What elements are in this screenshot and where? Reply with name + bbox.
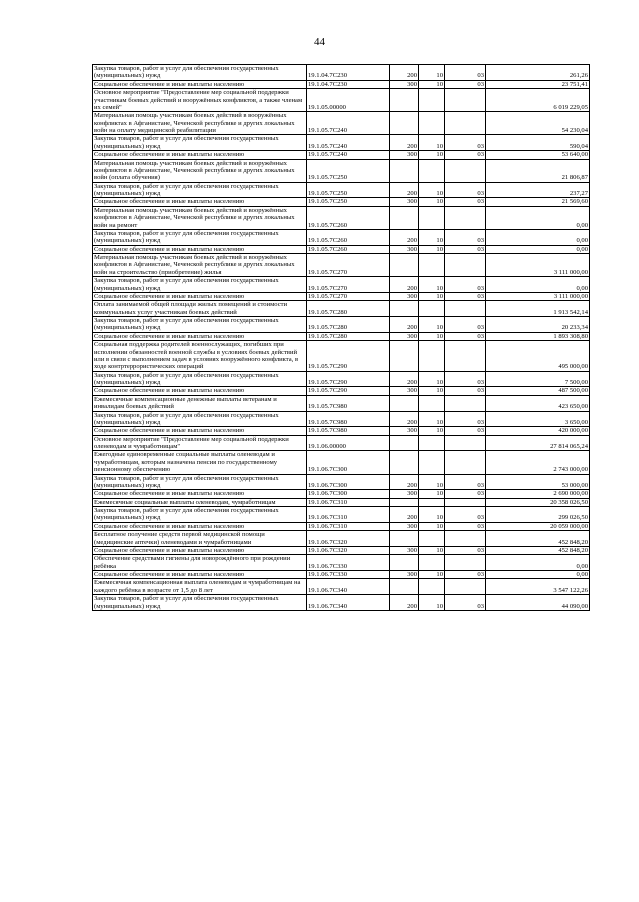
table-row bbox=[93, 427, 590, 435]
target-article-code-cell: 19.1.05.7С240 bbox=[307, 135, 390, 151]
table-row bbox=[93, 182, 590, 198]
subsection-code-cell: 03 bbox=[445, 292, 486, 300]
target-article-code-cell: 19.1.04.7С230 bbox=[307, 80, 390, 88]
section-code-cell: 10 bbox=[419, 245, 445, 253]
subsection-code-cell: 03 bbox=[445, 427, 486, 435]
target-article-code-cell: 19.1.05.7С280 bbox=[307, 332, 390, 340]
target-article-code-cell: 19.1.05.7С250 bbox=[307, 159, 390, 182]
subsection-code-cell bbox=[445, 531, 486, 547]
target-article-code-cell: 19.1.05.7С290 bbox=[307, 371, 390, 387]
table-row bbox=[93, 371, 590, 387]
section-code-cell: 10 bbox=[419, 182, 445, 198]
table-row bbox=[93, 555, 590, 571]
table-row bbox=[93, 341, 590, 372]
expense-type-code-cell: 200 bbox=[390, 317, 419, 333]
amount-cell: 0,00 bbox=[486, 555, 590, 571]
amount-cell: 20 059 000,00 bbox=[486, 522, 590, 530]
section-code-cell: 10 bbox=[419, 229, 445, 245]
row-name-cell: Социальное обеспечение и иные выплаты населению bbox=[93, 490, 307, 498]
subsection-code-cell: 03 bbox=[445, 490, 486, 498]
row-name-cell: Закупка товаров, работ и услуг для обеспечения государственных (муниципальных) нужд bbox=[93, 474, 307, 490]
subsection-code-cell: 03 bbox=[445, 522, 486, 530]
amount-cell: 0,00 bbox=[486, 277, 590, 293]
amount-cell: 1 893 308,80 bbox=[486, 332, 590, 340]
row-name-cell: Социальное обеспечение и иные выплаты населению bbox=[93, 245, 307, 253]
expense-type-code-cell bbox=[390, 89, 419, 112]
amount-cell: 3 111 000,00 bbox=[486, 292, 590, 300]
amount-cell: 53 000,00 bbox=[486, 474, 590, 490]
subsection-code-cell bbox=[445, 112, 486, 135]
section-code-cell bbox=[419, 531, 445, 547]
subsection-code-cell bbox=[445, 206, 486, 229]
section-code-cell: 10 bbox=[419, 571, 445, 579]
amount-cell: 299 026,50 bbox=[486, 507, 590, 523]
subsection-code-cell: 03 bbox=[445, 277, 486, 293]
section-code-cell bbox=[419, 498, 445, 506]
table-row bbox=[93, 490, 590, 498]
section-code-cell: 10 bbox=[419, 80, 445, 88]
subsection-code-cell: 03 bbox=[445, 80, 486, 88]
budget-table bbox=[92, 64, 590, 611]
table-row bbox=[93, 387, 590, 395]
row-name-cell: Закупка товаров, работ и услуг для обеспечения государственных (муниципальных) нужд bbox=[93, 229, 307, 245]
expense-type-code-cell bbox=[390, 112, 419, 135]
row-name-cell: Закупка товаров, работ и услуг для обеспечения государственных (муниципальных) нужд bbox=[93, 277, 307, 293]
expense-type-code-cell: 200 bbox=[390, 507, 419, 523]
section-code-cell: 10 bbox=[419, 277, 445, 293]
subsection-code-cell: 03 bbox=[445, 182, 486, 198]
row-name-cell: Закупка товаров, работ и услуг для обеспечения государственных (муниципальных) нужд bbox=[93, 371, 307, 387]
table-row bbox=[93, 522, 590, 530]
row-name-cell: Социальное обеспечение и иные выплаты населению bbox=[93, 151, 307, 159]
amount-cell: 0,00 bbox=[486, 206, 590, 229]
expense-type-code-cell: 200 bbox=[390, 474, 419, 490]
amount-cell: 3 547 122,26 bbox=[486, 579, 590, 595]
section-code-cell: 10 bbox=[419, 198, 445, 206]
table-row bbox=[93, 301, 590, 317]
table-row bbox=[93, 451, 590, 474]
expense-type-code-cell: 300 bbox=[390, 490, 419, 498]
section-code-cell: 10 bbox=[419, 371, 445, 387]
target-article-code-cell: 19.1.05.7С290 bbox=[307, 341, 390, 372]
expense-type-code-cell bbox=[390, 451, 419, 474]
row-name-cell: Социальное обеспечение и иные выплаты населению bbox=[93, 522, 307, 530]
expense-type-code-cell: 300 bbox=[390, 522, 419, 530]
target-article-code-cell: 19.1.06.7С320 bbox=[307, 546, 390, 554]
amount-cell: 7 500,00 bbox=[486, 371, 590, 387]
budget-table-body bbox=[93, 65, 590, 611]
target-article-code-cell: 19.1.06.7С330 bbox=[307, 571, 390, 579]
row-name-cell: Социальное обеспечение и иные выплаты населению bbox=[93, 546, 307, 554]
subsection-code-cell: 03 bbox=[445, 507, 486, 523]
row-name-cell: Ежемесячные социальные выплаты оленеводам, чумработницам bbox=[93, 498, 307, 506]
table-row bbox=[93, 65, 590, 81]
row-name-cell: Ежемесячная компенсационная выплата оленеводам и чумработницам на каждого ребёнка в возрасте от 1,5 до 8 лет bbox=[93, 579, 307, 595]
subsection-code-cell: 03 bbox=[445, 245, 486, 253]
expense-type-code-cell: 200 bbox=[390, 182, 419, 198]
expense-type-code-cell: 200 bbox=[390, 229, 419, 245]
target-article-code-cell: 19.1.06.7С310 bbox=[307, 498, 390, 506]
amount-cell: 0,00 bbox=[486, 571, 590, 579]
amount-cell: 495 000,00 bbox=[486, 341, 590, 372]
target-article-code-cell: 19.1.06.7С310 bbox=[307, 522, 390, 530]
amount-cell: 23 751,41 bbox=[486, 80, 590, 88]
table-row bbox=[93, 474, 590, 490]
expense-type-code-cell bbox=[390, 395, 419, 411]
subsection-code-cell: 03 bbox=[445, 229, 486, 245]
section-code-cell bbox=[419, 341, 445, 372]
amount-cell: 452 848,20 bbox=[486, 546, 590, 554]
subsection-code-cell bbox=[445, 451, 486, 474]
amount-cell: 3 650,00 bbox=[486, 411, 590, 427]
table-row bbox=[93, 206, 590, 229]
section-code-cell bbox=[419, 579, 445, 595]
expense-type-code-cell: 300 bbox=[390, 546, 419, 554]
section-code-cell: 10 bbox=[419, 151, 445, 159]
section-code-cell bbox=[419, 451, 445, 474]
section-code-cell bbox=[419, 555, 445, 571]
table-row bbox=[93, 229, 590, 245]
target-article-code-cell: 19.1.05.7С260 bbox=[307, 229, 390, 245]
expense-type-code-cell: 200 bbox=[390, 371, 419, 387]
amount-cell: 261,26 bbox=[486, 65, 590, 81]
section-code-cell: 10 bbox=[419, 507, 445, 523]
target-article-code-cell: 19.1.06.7С310 bbox=[307, 507, 390, 523]
row-name-cell: Ежегодные единовременные социальные выплаты оленеводам и чумработницам, которым назначена пенсия по государственному пенсионному обеспечению bbox=[93, 451, 307, 474]
expense-type-code-cell: 300 bbox=[390, 151, 419, 159]
target-article-code-cell: 19.1.05.7С250 bbox=[307, 198, 390, 206]
section-code-cell: 10 bbox=[419, 546, 445, 554]
section-code-cell bbox=[419, 435, 445, 451]
subsection-code-cell bbox=[445, 254, 486, 277]
amount-cell: 53 640,00 bbox=[486, 151, 590, 159]
target-article-code-cell: 19.1.06.7С340 bbox=[307, 579, 390, 595]
row-name-cell: Материальная помощь участникам боевых действий и вооружённых конфликтов в Афганистане, Чеченской республике и других локальных войн (оплата обучения) bbox=[93, 159, 307, 182]
table-row bbox=[93, 595, 590, 611]
subsection-code-cell bbox=[445, 159, 486, 182]
section-code-cell: 10 bbox=[419, 490, 445, 498]
amount-cell: 20 233,34 bbox=[486, 317, 590, 333]
expense-type-code-cell bbox=[390, 254, 419, 277]
subsection-code-cell bbox=[445, 555, 486, 571]
subsection-code-cell bbox=[445, 341, 486, 372]
table-row bbox=[93, 89, 590, 112]
section-code-cell bbox=[419, 395, 445, 411]
target-article-code-cell: 19.1.05.7С250 bbox=[307, 182, 390, 198]
expense-type-code-cell bbox=[390, 579, 419, 595]
amount-cell: 54 230,04 bbox=[486, 112, 590, 135]
subsection-code-cell: 03 bbox=[445, 332, 486, 340]
table-row bbox=[93, 411, 590, 427]
section-code-cell bbox=[419, 301, 445, 317]
subsection-code-cell: 03 bbox=[445, 474, 486, 490]
amount-cell: 487 500,00 bbox=[486, 387, 590, 395]
expense-type-code-cell bbox=[390, 498, 419, 506]
expense-type-code-cell: 300 bbox=[390, 198, 419, 206]
amount-cell: 2 743 000,00 bbox=[486, 451, 590, 474]
subsection-code-cell: 03 bbox=[445, 546, 486, 554]
row-name-cell: Социальное обеспечение и иные выплаты населению bbox=[93, 332, 307, 340]
row-name-cell: Ежемесячные компенсационные денежные выплаты ветеранам и инвалидам боевых действий bbox=[93, 395, 307, 411]
table-row bbox=[93, 531, 590, 547]
row-name-cell: Обеспечение средствами гигиены для новорождённого при рождении ребёнка bbox=[93, 555, 307, 571]
expense-type-code-cell: 200 bbox=[390, 135, 419, 151]
target-article-code-cell: 19.1.05.7С270 bbox=[307, 277, 390, 293]
table-row bbox=[93, 135, 590, 151]
row-name-cell: Закупка товаров, работ и услуг для обеспечения государственных (муниципальных) нужд bbox=[93, 507, 307, 523]
expense-type-code-cell: 300 bbox=[390, 245, 419, 253]
row-name-cell: Социальное обеспечение и иные выплаты населению bbox=[93, 387, 307, 395]
table-row bbox=[93, 198, 590, 206]
subsection-code-cell: 03 bbox=[445, 317, 486, 333]
table-row bbox=[93, 277, 590, 293]
table-row bbox=[93, 245, 590, 253]
target-article-code-cell: 19.1.05.7С280 bbox=[307, 301, 390, 317]
section-code-cell: 10 bbox=[419, 474, 445, 490]
section-code-cell: 10 bbox=[419, 387, 445, 395]
table-row bbox=[93, 332, 590, 340]
row-name-cell: Закупка товаров, работ и услуг для обеспечения государственных (муниципальных) нужд bbox=[93, 65, 307, 81]
table-row bbox=[93, 80, 590, 88]
target-article-code-cell: 19.1.06.7С320 bbox=[307, 531, 390, 547]
amount-cell: 0,00 bbox=[486, 245, 590, 253]
target-article-code-cell: 19.1.05.7С980 bbox=[307, 427, 390, 435]
section-code-cell: 10 bbox=[419, 522, 445, 530]
target-article-code-cell: 19.1.06.7С340 bbox=[307, 595, 390, 611]
table-row bbox=[93, 546, 590, 554]
amount-cell: 3 111 000,00 bbox=[486, 254, 590, 277]
section-code-cell: 10 bbox=[419, 317, 445, 333]
row-name-cell: Социальная поддержка родителей военнослужащих, погибших при исполнении обязанностей военной службы в условиях боевых действий или в связи с выполнением задач в условиях вооружённого конфликта, в ходе контртеррористических операций bbox=[93, 341, 307, 372]
row-name-cell: Социальное обеспечение и иные выплаты населению bbox=[93, 427, 307, 435]
target-article-code-cell: 19.1.04.7С230 bbox=[307, 65, 390, 81]
expense-type-code-cell: 300 bbox=[390, 332, 419, 340]
subsection-code-cell bbox=[445, 395, 486, 411]
expense-type-code-cell bbox=[390, 301, 419, 317]
section-code-cell: 10 bbox=[419, 427, 445, 435]
section-code-cell bbox=[419, 159, 445, 182]
target-article-code-cell: 19.1.05.7С270 bbox=[307, 254, 390, 277]
amount-cell: 590,04 bbox=[486, 135, 590, 151]
target-article-code-cell: 19.1.05.7С240 bbox=[307, 112, 390, 135]
expense-type-code-cell bbox=[390, 555, 419, 571]
amount-cell: 2 690 000,00 bbox=[486, 490, 590, 498]
table-row bbox=[93, 254, 590, 277]
section-code-cell bbox=[419, 89, 445, 112]
row-name-cell: Бесплатное получение средств первой медицинской помощи (медицинские аптечки) оленеводами и чумработницами bbox=[93, 531, 307, 547]
row-name-cell: Социальное обеспечение и иные выплаты населению bbox=[93, 571, 307, 579]
amount-cell: 6 019 229,05 bbox=[486, 89, 590, 112]
target-article-code-cell: 19.1.06.7С330 bbox=[307, 555, 390, 571]
amount-cell: 44 090,00 bbox=[486, 595, 590, 611]
table-row bbox=[93, 395, 590, 411]
row-name-cell: Социальное обеспечение и иные выплаты населению bbox=[93, 198, 307, 206]
amount-cell: 21 569,60 bbox=[486, 198, 590, 206]
expense-type-code-cell: 300 bbox=[390, 427, 419, 435]
table-row bbox=[93, 159, 590, 182]
target-article-code-cell: 19.1.05.7С980 bbox=[307, 411, 390, 427]
target-article-code-cell: 19.1.06.7С300 bbox=[307, 474, 390, 490]
expense-type-code-cell bbox=[390, 341, 419, 372]
row-name-cell: Социальное обеспечение и иные выплаты населению bbox=[93, 292, 307, 300]
table-row bbox=[93, 317, 590, 333]
expense-type-code-cell: 300 bbox=[390, 571, 419, 579]
subsection-code-cell: 03 bbox=[445, 135, 486, 151]
row-name-cell: Материальная помощь участникам боевых действий и вооружённых конфликтов в Афганистане, Чеченской республике и других локальных войн на строительство (приобретение) жилья bbox=[93, 254, 307, 277]
section-code-cell: 10 bbox=[419, 595, 445, 611]
subsection-code-cell: 03 bbox=[445, 595, 486, 611]
table-row bbox=[93, 151, 590, 159]
expense-type-code-cell: 300 bbox=[390, 292, 419, 300]
row-name-cell: Закупка товаров, работ и услуг для обеспечения государственных (муниципальных) нужд bbox=[93, 411, 307, 427]
expense-type-code-cell: 200 bbox=[390, 277, 419, 293]
table-row bbox=[93, 292, 590, 300]
row-name-cell: Оплата занимаемой общей площади жилых помещений и стоимости коммунальных услуг участникам боевых действий bbox=[93, 301, 307, 317]
subsection-code-cell: 03 bbox=[445, 371, 486, 387]
target-article-code-cell: 19.1.05.7С290 bbox=[307, 387, 390, 395]
row-name-cell: Материальная помощь участникам боевых действий в вооружённых конфликтах в Афганистане, Чеченской республике и других локальных войн на оплату медицинской реабилитации bbox=[93, 112, 307, 135]
row-name-cell: Закупка товаров, работ и услуг для обеспечения государственных (муниципальных) нужд bbox=[93, 182, 307, 198]
amount-cell: 21 806,87 bbox=[486, 159, 590, 182]
target-article-code-cell: 19.1.06.7С300 bbox=[307, 451, 390, 474]
expense-type-code-cell: 300 bbox=[390, 387, 419, 395]
subsection-code-cell bbox=[445, 579, 486, 595]
target-article-code-cell: 19.1.05.00000 bbox=[307, 89, 390, 112]
expense-type-code-cell: 200 bbox=[390, 65, 419, 81]
expense-type-code-cell bbox=[390, 435, 419, 451]
section-code-cell: 10 bbox=[419, 65, 445, 81]
amount-cell: 1 913 542,14 bbox=[486, 301, 590, 317]
section-code-cell: 10 bbox=[419, 332, 445, 340]
subsection-code-cell: 03 bbox=[445, 198, 486, 206]
section-code-cell bbox=[419, 206, 445, 229]
subsection-code-cell bbox=[445, 435, 486, 451]
amount-cell: 423 650,00 bbox=[486, 395, 590, 411]
expense-type-code-cell: 200 bbox=[390, 595, 419, 611]
subsection-code-cell: 03 bbox=[445, 387, 486, 395]
row-name-cell: Закупка товаров, работ и услуг для обеспечения государственных (муниципальных) нужд bbox=[93, 317, 307, 333]
target-article-code-cell: 19.1.05.7С260 bbox=[307, 206, 390, 229]
section-code-cell: 10 bbox=[419, 135, 445, 151]
target-article-code-cell: 19.1.06.7С300 bbox=[307, 490, 390, 498]
subsection-code-cell bbox=[445, 89, 486, 112]
row-name-cell: Материальная помощь участникам боевых действий и вооружённых конфликтов в Афганистане, Чеченской республике и других локальных войн на ремонт bbox=[93, 206, 307, 229]
table-row bbox=[93, 507, 590, 523]
table-row bbox=[93, 435, 590, 451]
expense-type-code-cell bbox=[390, 531, 419, 547]
table-row bbox=[93, 498, 590, 506]
expense-type-code-cell bbox=[390, 206, 419, 229]
amount-cell: 0,00 bbox=[486, 229, 590, 245]
amount-cell: 237,27 bbox=[486, 182, 590, 198]
table-row bbox=[93, 112, 590, 135]
row-name-cell: Социальное обеспечение и иные выплаты населению bbox=[93, 80, 307, 88]
target-article-code-cell: 19.1.05.7С280 bbox=[307, 317, 390, 333]
amount-cell: 27 814 065,24 bbox=[486, 435, 590, 451]
row-name-cell: Закупка товаров, работ и услуг для обеспечения государственных (муниципальных) нужд bbox=[93, 135, 307, 151]
target-article-code-cell: 19.1.05.7С240 bbox=[307, 151, 390, 159]
target-article-code-cell: 19.1.06.00000 bbox=[307, 435, 390, 451]
amount-cell: 420 000,00 bbox=[486, 427, 590, 435]
page-number: 44 bbox=[314, 36, 325, 48]
row-name-cell: Основное мероприятие "Предоставление мер социальной поддержки оленеводам и чумработницам" bbox=[93, 435, 307, 451]
table-row bbox=[93, 571, 590, 579]
section-code-cell bbox=[419, 254, 445, 277]
row-name-cell: Основное мероприятие "Предоставление мер социальной поддержки участникам боевых действий и вооружённых конфликтов, а также членам их семей" bbox=[93, 89, 307, 112]
target-article-code-cell: 19.1.05.7С980 bbox=[307, 395, 390, 411]
subsection-code-cell: 03 bbox=[445, 151, 486, 159]
section-code-cell: 10 bbox=[419, 411, 445, 427]
target-article-code-cell: 19.1.05.7С270 bbox=[307, 292, 390, 300]
subsection-code-cell: 03 bbox=[445, 65, 486, 81]
table-row bbox=[93, 579, 590, 595]
subsection-code-cell: 03 bbox=[445, 571, 486, 579]
subsection-code-cell bbox=[445, 301, 486, 317]
section-code-cell: 10 bbox=[419, 292, 445, 300]
expense-type-code-cell: 200 bbox=[390, 411, 419, 427]
row-name-cell: Закупка товаров, работ и услуг для обеспечения государственных (муниципальных) нужд bbox=[93, 595, 307, 611]
expense-type-code-cell: 300 bbox=[390, 80, 419, 88]
subsection-code-cell: 03 bbox=[445, 411, 486, 427]
expense-type-code-cell bbox=[390, 159, 419, 182]
target-article-code-cell: 19.1.05.7С260 bbox=[307, 245, 390, 253]
amount-cell: 452 848,20 bbox=[486, 531, 590, 547]
subsection-code-cell bbox=[445, 498, 486, 506]
section-code-cell bbox=[419, 112, 445, 135]
amount-cell: 20 358 026,50 bbox=[486, 498, 590, 506]
